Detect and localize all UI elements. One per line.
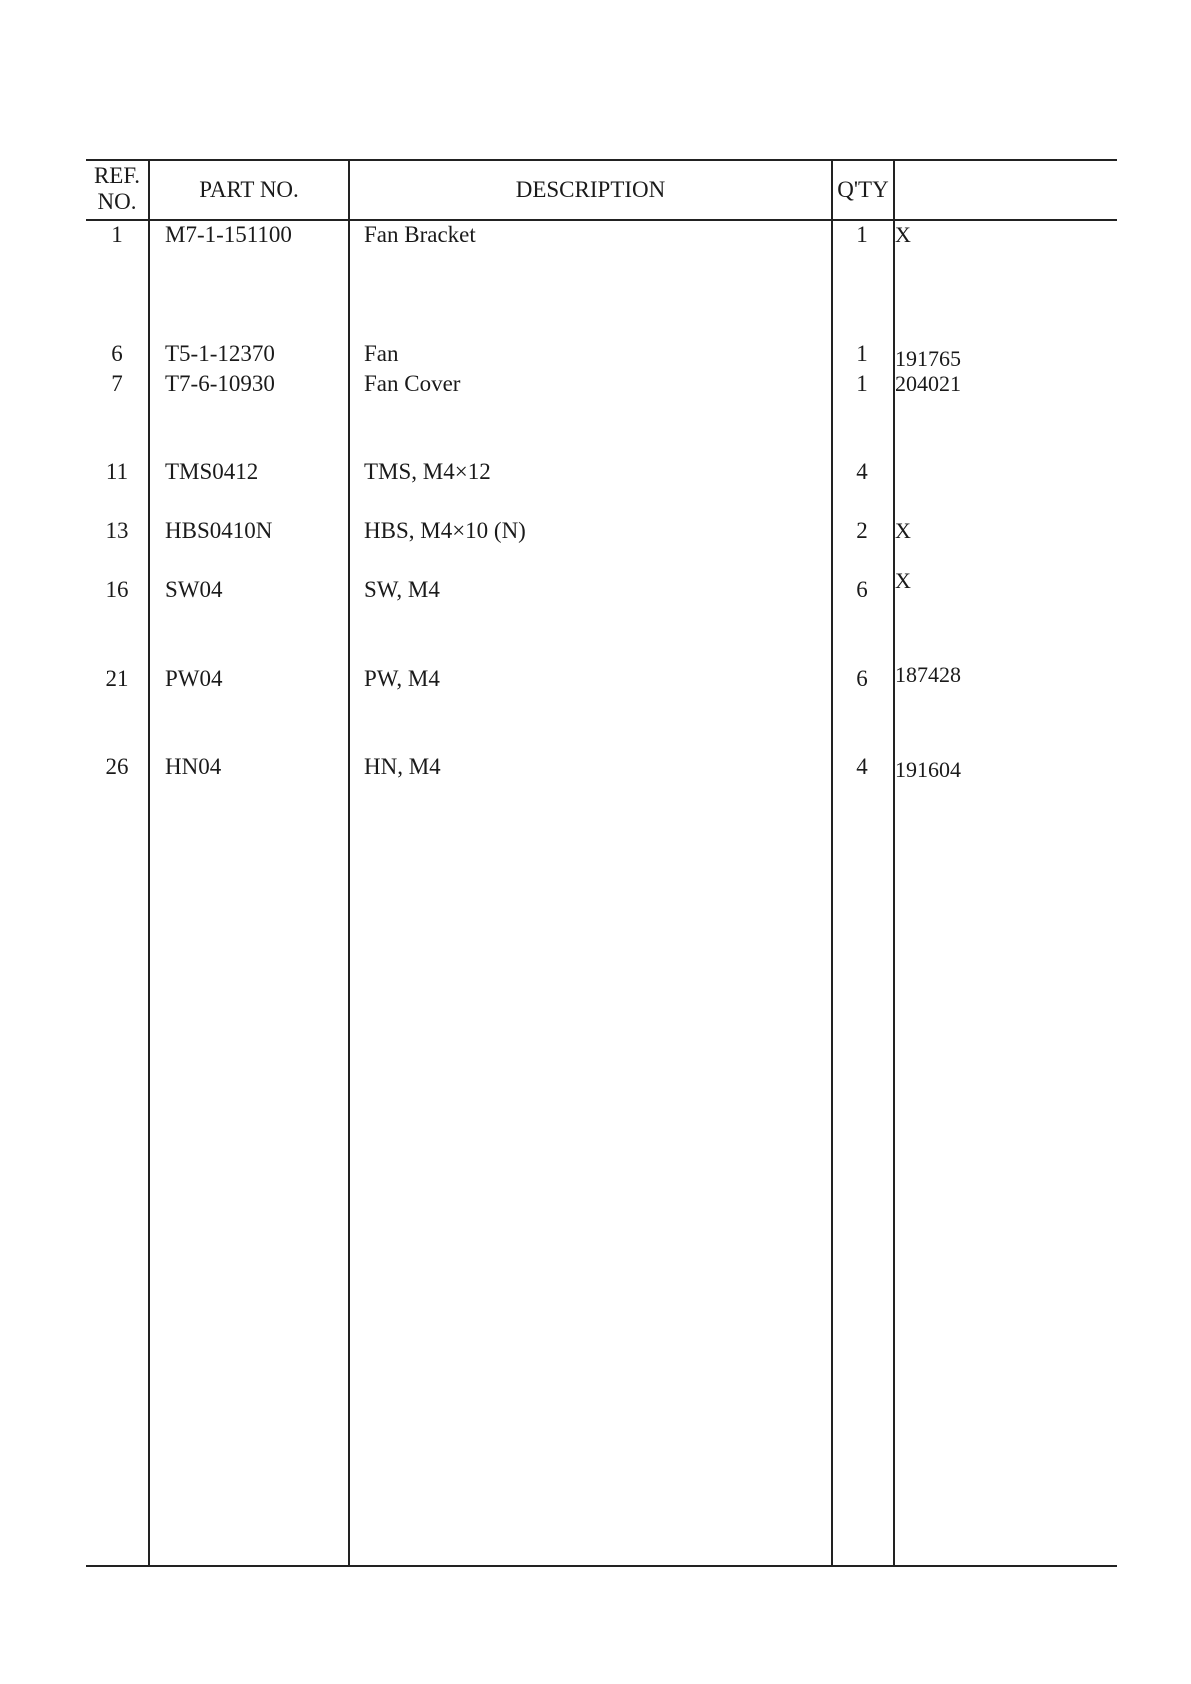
column-divider-ref: [148, 160, 150, 1566]
header-ref-line2: NO.: [97, 189, 137, 214]
description: HN, M4: [364, 754, 441, 779]
header-bottom-rule: [86, 219, 1117, 221]
ref-no: 6: [111, 341, 123, 366]
remark: X: [895, 568, 911, 593]
header-description: DESCRIPTION: [515, 177, 666, 202]
remark: 191604: [895, 757, 961, 782]
part-no: M7-1-151100: [165, 222, 292, 247]
part-no: TMS0412: [165, 459, 259, 484]
quantity: 2: [856, 518, 868, 543]
ref-no: 1: [111, 222, 123, 247]
quantity: 1: [856, 371, 868, 396]
description: Fan Cover: [364, 371, 461, 396]
header-ref-no: [86, 163, 148, 215]
ref-no: 7: [111, 371, 123, 396]
remark: 187428: [895, 662, 961, 687]
column-divider-part: [348, 160, 350, 1566]
ref-no: 21: [105, 666, 129, 691]
remark: 191765: [895, 346, 961, 371]
description: SW, M4: [364, 577, 440, 602]
quantity: 4: [856, 459, 868, 484]
remark: 204021: [895, 371, 961, 396]
description: PW, M4: [364, 666, 440, 691]
part-no: HBS0410N: [165, 518, 273, 543]
header-qty: Q'TY: [837, 177, 889, 202]
description: Fan: [364, 341, 399, 366]
ref-no: 26: [105, 754, 129, 779]
description: Fan Bracket: [364, 222, 476, 247]
ref-no: 16: [105, 577, 129, 602]
part-no: PW04: [165, 666, 223, 691]
description: HBS, M4×10 (N): [364, 518, 526, 543]
part-no: HN04: [165, 754, 222, 779]
part-no: SW04: [165, 577, 223, 602]
remark: X: [895, 518, 911, 543]
description: TMS, M4×12: [364, 459, 491, 484]
header-ref-line1: REF.: [93, 163, 141, 188]
part-no: T5-1-12370: [165, 341, 275, 366]
header-part-no: PART NO.: [199, 177, 299, 202]
remark: X: [895, 222, 911, 247]
quantity: 1: [856, 341, 868, 366]
quantity: 4: [856, 754, 868, 779]
table-top-rule: [86, 159, 1117, 161]
ref-no: 11: [105, 459, 129, 484]
quantity: 6: [856, 666, 868, 691]
quantity: 6: [856, 577, 868, 602]
table-bottom-rule: [86, 1565, 1117, 1567]
quantity: 1: [856, 222, 868, 247]
part-no: T7-6-10930: [165, 371, 275, 396]
ref-no: 13: [105, 518, 129, 543]
